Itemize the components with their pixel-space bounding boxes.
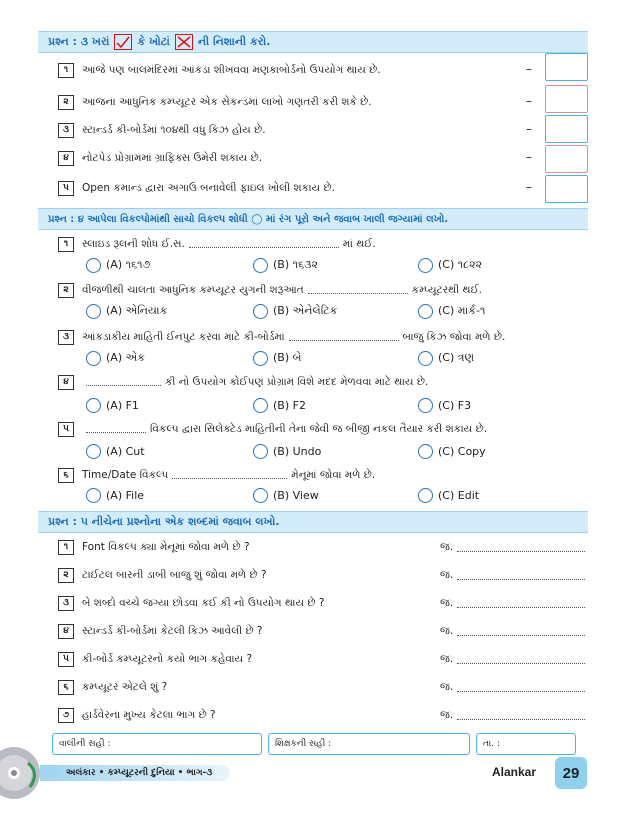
radio-circle[interactable] (86, 398, 101, 413)
radio-circle[interactable] (86, 351, 101, 366)
blank-line[interactable] (189, 240, 339, 248)
short-q-7 (58, 706, 216, 724)
blank-line[interactable] (172, 471, 287, 479)
dash: – (526, 122, 532, 136)
tf-item-4 (58, 148, 262, 168)
tf-text: આજે પણ બાલમંદિરમાં આંકડા શીખવવા મણકાબોર્ડનો ઉપયોગ થાય છે. (82, 63, 381, 76)
short-q-6 (58, 678, 167, 696)
question-text: કી-બોર્ડ કમ્પ્યૂટરનો કયો ભાગ કહેવાય ? (82, 652, 253, 665)
item-number: ૫ (58, 181, 74, 196)
section3-title-pre: પ્રશ્ન : ૩ ખરાં (48, 35, 110, 48)
answer-prefix: જ. (440, 625, 454, 637)
answer-box[interactable] (545, 53, 588, 81)
option-a[interactable] (86, 349, 145, 367)
mcq-text-post: મેનૂમાં જોવા મળે છે. (291, 468, 376, 481)
option-b[interactable] (253, 256, 318, 274)
item-number: ૧ (58, 540, 74, 555)
mcq-text-post: માં થઈ. (342, 237, 376, 250)
mcq-2 (58, 280, 482, 300)
answer-line[interactable] (457, 540, 585, 552)
radio-circle[interactable] (418, 351, 433, 366)
answer-prefix: જ. (440, 681, 454, 693)
tf-text: નોટપેડ પ્રોગ્રામમાં ગ્રાફિક્સ ઉમેરી શકાય છે. (82, 151, 263, 164)
mcq-text-post: વિકલ્પ દ્વારા સિલેક્ટેડ માહિતીની તેના જેવી જ બીજી નકલ તૈયાર કરી શકાય છે. (150, 422, 488, 435)
tick-mark-icon (114, 34, 132, 50)
radio-circle[interactable] (253, 488, 268, 503)
answer-line[interactable] (457, 708, 585, 720)
radio-circle[interactable] (418, 398, 433, 413)
option-c[interactable] (418, 256, 482, 274)
question-text: બે શબ્દો વચ્ચે જગ્યા છોડવા કઈ કી નો ઉપયોગ થાય છે ? (82, 596, 325, 609)
radio-circle[interactable] (253, 351, 268, 366)
item-number: ૨ (58, 283, 74, 298)
item-number: ૧ (58, 63, 74, 78)
option-b[interactable] (253, 349, 301, 367)
radio-circle[interactable] (86, 304, 101, 319)
blank-line[interactable] (86, 378, 161, 386)
option-label: (B) એનેલેટિક (273, 304, 338, 317)
mcq-5 (58, 419, 487, 439)
radio-circle[interactable] (86, 488, 101, 503)
radio-circle[interactable] (418, 444, 433, 459)
mcq-3 (58, 327, 505, 347)
blank-line[interactable] (308, 286, 408, 294)
answer-prefix: જ. (440, 709, 454, 721)
option-b[interactable] (253, 486, 319, 504)
mcq-1 (58, 234, 376, 254)
radio-circle[interactable] (418, 304, 433, 319)
option-label: (B) Undo (273, 444, 322, 458)
item-number: ૭ (58, 708, 74, 723)
option-label: (C) Edit (438, 488, 480, 502)
dash: – (526, 62, 532, 76)
answer-line[interactable] (457, 596, 585, 608)
item-number: ૩ (58, 330, 74, 345)
option-c[interactable] (418, 302, 485, 320)
mcq-4 (58, 372, 428, 392)
field-label: વાલીની સહી : (59, 739, 111, 749)
dash: – (526, 150, 532, 164)
option-label: (C) માર્ક-૧ (438, 304, 486, 317)
answer-prefix: જ. (440, 597, 454, 609)
mcq-text-pre: સ્લાઇડ રૂલની શોધ ઈ.સ. (82, 237, 185, 250)
short-q-4 (58, 622, 263, 640)
radio-circle[interactable] (253, 258, 268, 273)
section4-title: પ્રશ્ન : ૪ આપેલા વિકલ્પોમાંથી સાચો વિકલ્પ શોધી ◯ માં રંગ પૂરો અને જવાબ ખાલી જગ્યામાં લખો. (48, 213, 449, 225)
answer-line[interactable] (457, 624, 585, 636)
option-label: (A) એક (106, 351, 145, 364)
tf-text: Open કમાન્ડ દ્વારા અગાઉ બનાવેલી ફાઇલ ખોલી શકાય છે. (82, 181, 335, 194)
item-number: ૩ (58, 596, 74, 611)
option-a[interactable] (86, 256, 150, 274)
item-number: ૪ (58, 375, 74, 390)
answer-box[interactable] (545, 175, 588, 203)
option-b[interactable] (253, 442, 321, 460)
tf-item-3 (58, 120, 266, 140)
radio-circle[interactable] (86, 258, 101, 273)
brand-logo: Alankar (492, 765, 537, 779)
answer-prefix: જ. (440, 653, 454, 665)
item-number: ૬ (58, 468, 74, 483)
answer-box[interactable] (545, 145, 588, 173)
question-text: ટાઈટલ બારની ડાબી બાજુ શું જોવા મળે છે ? (82, 568, 267, 581)
tf-text: આજના આધુનિક કમ્પ્યૂટર એક સેકન્ડમાં લાખો ગણતરી કરી શકે છે. (82, 95, 372, 108)
answer-box[interactable] (545, 115, 588, 143)
section3-header (38, 31, 588, 53)
answer-line[interactable] (457, 568, 585, 580)
option-c[interactable] (418, 486, 479, 504)
short-q-5 (58, 650, 252, 668)
cd-disc-icon (0, 743, 40, 809)
section4-header (38, 208, 588, 230)
item-number: ૬ (58, 680, 74, 695)
book-footer (40, 765, 230, 781)
book-title: અલંકાર • કમ્પ્યૂટરની દુનિયા • ભાગ-૩ (66, 768, 213, 778)
option-label: (C) Copy (438, 444, 486, 458)
option-a[interactable] (86, 302, 167, 320)
tf-text: સ્ટાન્ડર્ડ કી-બોર્ડમાં ૧૦૪થી વધુ કિઝ હોય છે. (82, 123, 266, 136)
option-b[interactable] (253, 396, 306, 414)
option-label: (A) ૧૬૧૭ (106, 258, 151, 271)
option-label: (C) ત્રણ (438, 351, 475, 364)
section3-title-post: ની નિશાની કરો. (197, 35, 271, 48)
radio-circle[interactable] (418, 488, 433, 503)
parent-signature-field[interactable] (52, 733, 262, 755)
dash: – (526, 180, 532, 194)
mcq-text-pre: Time/Date વિકલ્પ (82, 468, 169, 481)
option-a[interactable] (86, 486, 144, 504)
item-number: ૫ (58, 652, 74, 667)
tf-item-2 (58, 92, 372, 112)
option-label: (C) ૧૮૨૨ (438, 258, 483, 271)
item-number: ૨ (58, 95, 74, 110)
answer-box[interactable] (545, 85, 588, 113)
mcq-text-pre: વીજળીથી ચાલતા આધુનિક કમ્પ્યૂટર યુગની શરૂઆત (82, 283, 304, 296)
question-text: કમ્પ્યૂટર એટલે શું ? (82, 680, 168, 693)
item-number: ૨ (58, 568, 74, 583)
question-text: Font વિકલ્પ ક્યા મેનૂમાં જોવા મળે છે ? (82, 540, 250, 553)
radio-circle[interactable] (253, 304, 268, 319)
mcq-text-post: કમ્પ્યૂટરથી થઈ. (411, 283, 483, 296)
date-field[interactable] (476, 733, 576, 755)
option-label: (B) F2 (273, 398, 306, 412)
radio-circle[interactable] (253, 444, 268, 459)
teacher-signature-field[interactable] (268, 733, 470, 755)
cross-mark-icon (175, 34, 193, 50)
option-label: (B) View (273, 488, 319, 502)
dash: – (526, 94, 532, 108)
blank-line[interactable] (86, 425, 146, 433)
option-label: (A) F1 (106, 398, 139, 412)
mcq-text-post: કી નો ઉપયોગ કોઈપણ પ્રોગ્રામ વિશે મદદ મેળવવા માટે થાય છે. (165, 375, 429, 388)
item-number: ૧ (58, 237, 74, 252)
option-label: (A) Cut (106, 444, 145, 458)
signature-fields (52, 733, 577, 755)
option-label: (A) File (106, 488, 145, 502)
short-q-3 (58, 594, 324, 612)
option-b[interactable] (253, 302, 337, 320)
mcq-text-post: બાજુ કિઝ જોવા મળે છે. (402, 330, 506, 343)
item-number: ૪ (58, 151, 74, 166)
section5-title: પ્રશ્ન : ૫ નીચેના પ્રશ્નોના એક શબ્દમાં જવાબ લખો. (48, 515, 280, 528)
short-q-1 (58, 538, 250, 556)
option-a[interactable] (86, 396, 139, 414)
option-a[interactable] (86, 442, 145, 460)
field-label: તા. : (483, 739, 500, 749)
item-number: ૩ (58, 123, 74, 138)
item-number: ૪ (58, 624, 74, 639)
mcq-6 (58, 465, 375, 485)
question-text: સ્ટાન્ડર્ડ કી-બોર્ડમાં કેટલી કિઝ આવેલી છે ? (82, 624, 263, 637)
option-c[interactable] (418, 349, 474, 367)
radio-circle[interactable] (418, 258, 433, 273)
answer-line[interactable] (457, 652, 585, 664)
option-c[interactable] (418, 442, 486, 460)
answer-prefix: જ. (440, 569, 454, 581)
blank-line[interactable] (289, 333, 399, 341)
option-label: (B) બે (273, 351, 302, 364)
section3-title-mid: કે ખોટાં (137, 35, 170, 48)
section5-header (38, 511, 588, 533)
option-label: (B) ૧૬૩૨ (273, 258, 318, 271)
mcq-text-pre: આંકડાકીય માહિતી ઈનપુટ કરવા માટે કી-બોર્ડમાં (82, 330, 285, 343)
answer-prefix: જ. (440, 541, 454, 553)
option-label: (A) એનિયાક (106, 304, 168, 317)
short-q-2 (58, 566, 267, 584)
field-label: શિક્ષકની સહી : (275, 739, 332, 749)
option-c[interactable] (418, 396, 471, 414)
answer-line[interactable] (457, 680, 585, 692)
question-text: હાર્ડવેરના મુખ્ય કેટલા ભાગ છે ? (82, 708, 216, 721)
page-number: 29 (555, 757, 587, 789)
tf-item-1 (58, 60, 381, 80)
tf-item-5 (58, 178, 335, 198)
item-number: ૫ (58, 422, 74, 437)
radio-circle[interactable] (253, 398, 268, 413)
option-label: (C) F3 (438, 398, 472, 412)
radio-circle[interactable] (86, 444, 101, 459)
